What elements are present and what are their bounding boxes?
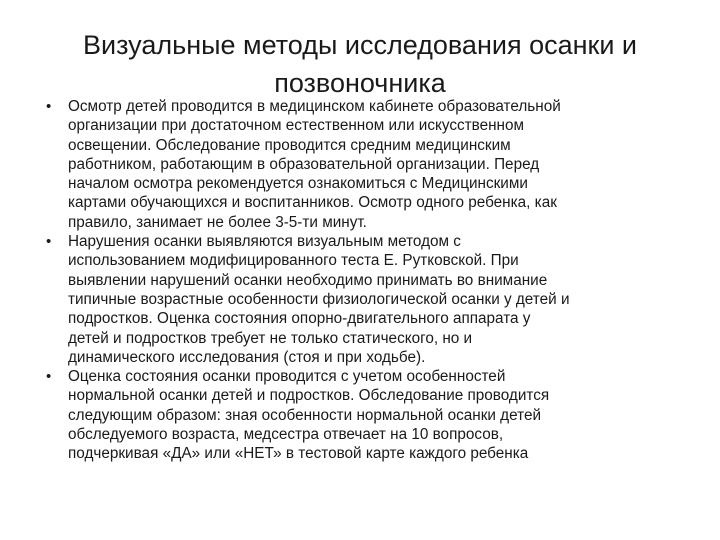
text-line: работником, работающим в образовательной организации. Перед	[68, 155, 540, 173]
text-line: освещении. Обследование проводится средним медицинским	[68, 136, 511, 154]
text-line: нормальной осанки детей и подростков. Обследование проводится	[68, 387, 550, 405]
bullet-dot-icon: •	[46, 98, 52, 115]
text-line: Нарушения осанки выявляются визуальным методом с	[68, 233, 461, 251]
text-line: выявлении нарушений осанки необходимо принимать во внимание	[68, 271, 548, 289]
text-line: Оценка состояния осанки проводится с учетом особенностей	[68, 368, 506, 386]
title-line: позвоночника	[274, 68, 446, 98]
text-line: следующим образом: зная особенности нормальной осанки детей	[68, 406, 541, 424]
bullet-dot-icon: •	[46, 368, 52, 386]
text-line: использованием модифицированного теста Е. Рутковской. При	[68, 252, 519, 270]
text-line: правило, занимает не более 3-5-ти минут.	[68, 213, 367, 231]
text-line: типичные возрастные особенности физиологической осанки у детей и	[68, 290, 570, 308]
text-line: Осмотр детей проводится в медицинском кабинете образовательной	[68, 98, 561, 115]
title-line: Визуальные методы исследования осанки и	[83, 30, 637, 60]
text-line: подростков. Оценка состояния опорно-двигательного аппарата у	[68, 310, 531, 328]
bullet-item	[46, 97, 686, 232]
text-line: обследуемого возраста, медсестра отвечает на 10 вопросов,	[68, 426, 504, 444]
bullet-item	[46, 232, 686, 367]
bullet-item	[46, 367, 686, 463]
bullet-dot-icon: •	[46, 233, 52, 251]
text-line: детей и подростков требует не только статического, но и	[68, 329, 473, 347]
text-line: картами обучающихся и воспитанников. Осмотр одного ребенка, как	[68, 194, 557, 212]
text-line: подчеркивая «ДА» или «НЕТ» в тестовой карте каждого ребенка	[68, 445, 529, 463]
slide-title	[60, 26, 660, 102]
text-line: динамического исследования (стоя и при ходьбе).	[68, 348, 426, 366]
text-line: организации при достаточном естественном или искусственном	[68, 117, 525, 135]
text-line: началом осмотра рекомендуется ознакомиться с Медицинскими	[68, 175, 528, 193]
bullet-list	[46, 97, 686, 464]
